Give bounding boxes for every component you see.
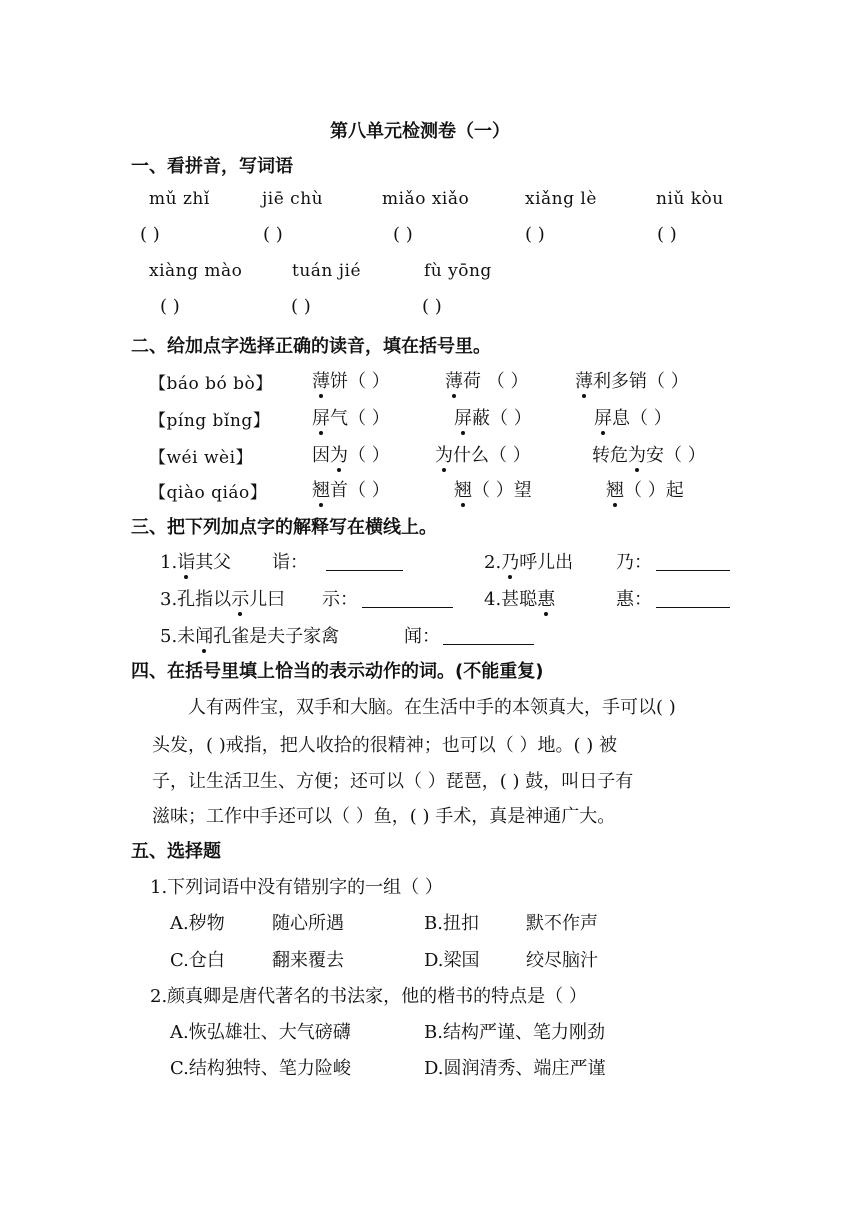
pinyin-item: miǎo xiǎo [382,189,470,209]
option-c[interactable]: C.仓白 [170,950,225,971]
passage-line: 滋味；工作中手还可以（ ）鱼，( ) 手术，真是神通广大。 [152,806,616,827]
explanation-key: 诣： [272,552,308,573]
passage-line: 头发，( )戒指，把人收拾的很精神；也可以（ ）地。( ) 被 [152,735,617,756]
word-item: 为什么（ ） [435,441,531,467]
explanation-item: 4.甚聪惠 [484,585,555,611]
pronunciation-options: 【qiào qiáo】 [149,483,268,503]
answer-paren[interactable]: ( ) [263,224,283,245]
option-c[interactable]: C.结构独特、笔力险峻 [170,1058,351,1079]
word-item: 转危为安（ ） [592,441,706,467]
answer-paren[interactable]: ( ) [525,224,545,245]
pinyin-item: xiàng mào [149,261,243,281]
option-b-text: 默不作声 [526,913,598,934]
option-c-text: 翻来覆去 [272,950,344,971]
answer-paren[interactable]: ( ) [140,224,160,245]
word-item: 薄饼（ ） [312,367,390,393]
section-5-heading: 五、选择题 [131,841,221,862]
word-item: 翘（ ）起 [606,476,684,502]
answer-paren[interactable]: ( ) [422,296,442,317]
answer-paren[interactable]: ( ) [291,296,311,317]
passage-line: 子，让生活卫生、方便；还可以（ ）琵琶，( ) 鼓，叫日子有 [152,771,634,792]
option-b[interactable]: B.扭扣 [424,913,479,934]
pinyin-item: fù yōng [424,261,492,281]
pinyin-item: xiǎng lè [525,189,597,209]
explanation-key: 示： [322,589,358,610]
pinyin-item: jiē chù [262,189,324,209]
explanation-key: 乃： [616,552,652,573]
answer-line[interactable] [362,589,453,608]
explanation-item: 1.诣其父 [160,548,231,574]
answer-paren[interactable]: ( ) [393,224,413,245]
option-a-text: 随心所遇 [272,913,344,934]
word-item: 屏气（ ） [312,404,390,430]
word-item: 翘首（ ） [312,476,390,502]
pinyin-item: tuán jié [292,261,362,281]
option-a[interactable]: A.恢弘雄壮、大气磅礴 [170,1022,351,1043]
pinyin-item: mǔ zhǐ [149,189,210,209]
section-3-heading: 三、把下列加点字的解释写在横线上。 [131,517,437,538]
answer-line[interactable] [656,589,730,608]
option-d-text: 绞尽脑汁 [526,950,598,971]
explanation-item: 5.未闻孔雀是夫子家禽 [160,622,339,648]
answer-paren[interactable]: ( ) [160,296,180,317]
explanation-item: 3.孔指以示儿曰 [160,585,285,611]
answer-line[interactable] [656,552,730,571]
explanation-key: 闻： [404,626,440,647]
word-item: 屏息（ ） [594,404,672,430]
section-1-heading: 一、看拼音，写词语 [131,156,293,177]
word-item: 屏蔽（ ） [454,404,532,430]
explanation-key: 惠： [616,589,652,610]
option-d[interactable]: D.梁国 [424,950,480,971]
word-item: 翘（ ）望 [454,476,532,502]
pinyin-item: niǔ kòu [656,189,724,209]
question-stem: 1.下列词语中没有错别字的一组（ ） [150,877,443,898]
word-item: 薄利多销（ ） [575,367,689,393]
option-a[interactable]: A.秽物 [170,913,225,934]
pronunciation-options: 【báo bó bò】 [149,374,273,394]
option-b[interactable]: B.结构严谨、笔力刚劲 [424,1022,605,1043]
pronunciation-options: 【wéi wèi】 [149,448,254,468]
section-4-heading: 四、在括号里填上恰当的表示动作的词。(不能重复) [131,661,544,682]
question-stem: 2.颜真卿是唐代著名的书法家，他的楷书的特点是（ ） [150,986,587,1007]
passage-line: 人有两件宝，双手和大脑。在生活中手的本领真大，手可以( ) [188,697,676,718]
section-2-heading: 二、给加点字选择正确的读音，填在括号里。 [131,336,491,357]
explanation-item: 2.乃呼儿出 [484,548,573,574]
answer-paren[interactable]: ( ) [657,224,677,245]
answer-line[interactable] [443,626,534,645]
word-item: 薄荷 （ ） [445,367,528,393]
word-item: 因为（ ） [312,441,390,467]
answer-line[interactable] [326,552,403,571]
pronunciation-options: 【píng bǐng】 [149,411,271,431]
page-title: 第八单元检测卷（一） [330,121,510,142]
option-d[interactable]: D.圆润清秀、端庄严谨 [424,1058,606,1079]
